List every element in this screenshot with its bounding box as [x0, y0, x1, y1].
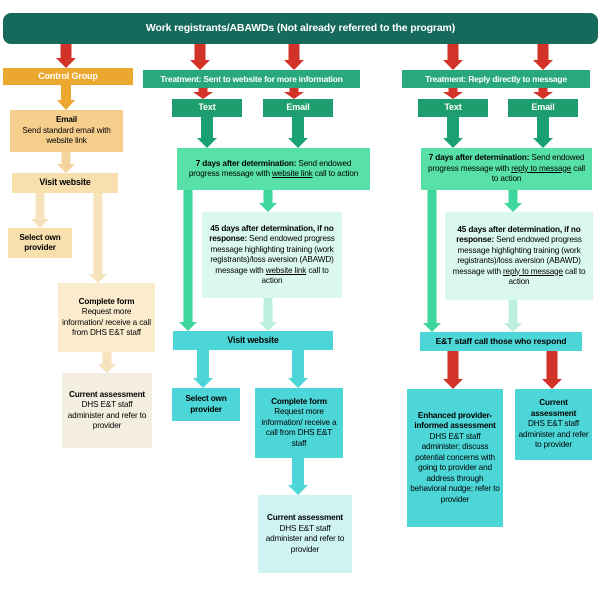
reply-treatment-label: Treatment: Reply directly to message [425, 73, 567, 84]
website-day45-post: call to action [261, 265, 329, 285]
website-visit-website-box [173, 331, 333, 350]
website-treatment-box [143, 70, 360, 88]
website-current-assessment-box [258, 495, 352, 573]
control-select-provider-label: Select own provider [19, 232, 61, 252]
website-complete-form-body: Request more information/ receive a call from DHS E&T staff [261, 407, 337, 448]
reply-day7-bold: 7 days after determination: [428, 153, 530, 163]
control-current-assessment-title: Current assessment [68, 389, 146, 399]
website-visit-website-label: Visit website [227, 334, 279, 345]
reply-text-label: Text [444, 102, 462, 113]
reply-day7-pre: Send endowed progress message with [428, 153, 585, 173]
website-current-assessment-title: Current assessment [266, 513, 344, 522]
control-visit-website-box [12, 173, 118, 193]
website-treatment-label: Treatment: Sent to website for more information [160, 73, 343, 84]
control-email-title: Email [55, 115, 78, 125]
website-current-assessment-body: DHS E&T staff administer and refer to provider [265, 523, 345, 554]
website-day45-pre: Send endowed progress message highlighting training (work registrants)/loss aversion (ABAWD) message with [210, 234, 335, 275]
staff-call-label: E&T staff call those who respond [435, 336, 567, 346]
reply-current-assessment-title: Current assessment [530, 398, 577, 418]
control-select-provider-box [8, 228, 72, 258]
reply-day45-link: reply to message [502, 266, 563, 276]
staff-call-box [420, 332, 582, 351]
reply-day45-pre: Send endowed progress message highlighting training (work registrants)/loss aversion (ABAWD) message with [452, 235, 582, 276]
control-email-body: Send standard email with website link [22, 125, 111, 146]
website-complete-form-title: Complete form [271, 396, 327, 406]
enhanced-assessment-box [407, 389, 503, 527]
website-select-provider-label: Select own provider [185, 394, 227, 414]
header-label: Work registrants/ABAWDs (Not already referred to the program) [145, 21, 456, 34]
website-email-box [263, 99, 333, 117]
reply-current-assessment-box [515, 389, 592, 460]
control-group-label: Control Group [38, 70, 98, 81]
website-select-provider-box [172, 388, 240, 421]
reply-email-box [508, 99, 578, 117]
control-current-assessment-box [62, 373, 152, 448]
website-day45-link: website link [265, 265, 307, 275]
website-day45-bold: 45 days after determination, if no response: [209, 223, 334, 243]
reply-day45-bold: 45 days after determination, if no response: [456, 224, 581, 244]
control-complete-form-title: Complete form [78, 296, 135, 306]
reply-day45-box [445, 212, 593, 300]
control-email-box [10, 110, 123, 152]
enhanced-assessment-title: Enhanced provider-informed assessment [414, 410, 496, 431]
reply-day45-post: call to action [508, 266, 586, 286]
website-email-label: Email [286, 102, 310, 113]
website-complete-form-box [255, 388, 343, 458]
website-day7-bold: 7 days after determination: [195, 158, 297, 168]
enhanced-assessment-body: DHS E&T staff administer; discuss potential concerns with going to provider and address through behavioral nudge; refer to provider [410, 431, 500, 504]
reply-current-assessment-body: DHS E&T staff administer and refer to provider [518, 419, 589, 450]
reply-email-label: Email [531, 102, 555, 113]
header-box [3, 13, 598, 44]
website-text-label: Text [198, 102, 216, 113]
control-group-box [3, 68, 133, 85]
reply-day7-box [421, 148, 592, 190]
website-day7-post: call to action [312, 169, 359, 178]
control-complete-form-body: Request more information/ receive a call from DHS E&T staff [62, 307, 151, 337]
website-text-box [172, 99, 242, 117]
website-day45-box [202, 212, 342, 298]
website-day7-link: website link [272, 169, 313, 178]
control-complete-form-box [58, 283, 155, 352]
reply-treatment-box [402, 70, 590, 88]
control-current-assessment-body: DHS E&T staff administer and refer to provider [67, 400, 147, 430]
reply-day7-post: call to action [491, 163, 585, 184]
website-day7-pre: Send endowed progress message with [188, 158, 352, 178]
control-visit-website-label: Visit website [39, 177, 91, 188]
reply-day7-link: reply to message [511, 163, 572, 173]
reply-text-box [418, 99, 488, 117]
website-day7-box [177, 148, 370, 190]
